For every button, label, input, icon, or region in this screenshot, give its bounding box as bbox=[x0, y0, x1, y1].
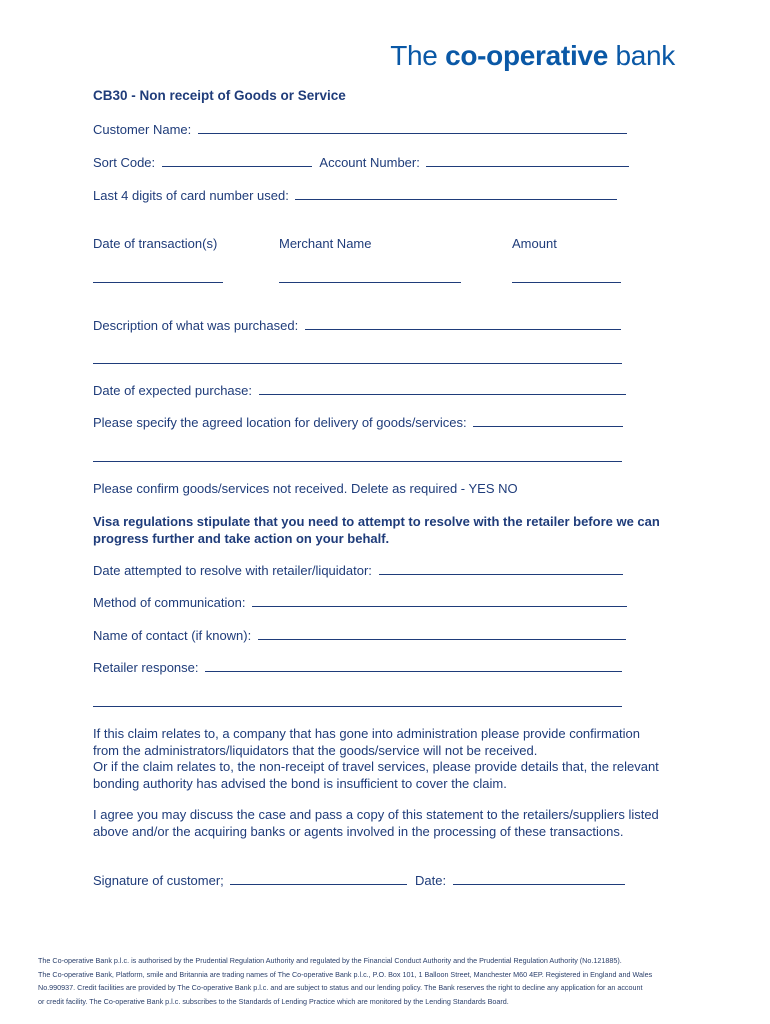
expected-date-row bbox=[93, 383, 626, 398]
brand-prefix: The bbox=[390, 40, 438, 71]
agreement-line: above and/or the acquiring banks or agents involved in the processing of these transactions. bbox=[93, 823, 624, 839]
sort-code-row bbox=[93, 155, 629, 170]
account-number-field[interactable] bbox=[426, 165, 629, 167]
signature-field[interactable] bbox=[230, 883, 407, 885]
card-digits-row bbox=[93, 188, 617, 203]
transaction-date-field[interactable] bbox=[93, 282, 223, 283]
form-title: CB30 - Non receipt of Goods or Service bbox=[93, 88, 346, 103]
brand-name: co-operative bbox=[445, 40, 608, 71]
footer-line: The Co-operative Bank p.l.c. is authorised by the Prudential Regulation Authority and regulated by the Financial Conduct Authority and the Prudential Regulation Authority (No.121885). bbox=[38, 956, 622, 965]
administration-notice-line: Or if the claim relates to, the non-receipt of travel services, please provide details that, the relevant bbox=[93, 759, 659, 774]
signature-date-field[interactable] bbox=[453, 883, 625, 885]
agreement-line: I agree you may discuss the case and pass a copy of this statement to the retailers/suppliers listed bbox=[93, 807, 659, 822]
sort-code-field[interactable] bbox=[162, 165, 312, 167]
amount-field[interactable] bbox=[512, 282, 621, 283]
method-label: Method of communication: bbox=[93, 595, 246, 610]
retailer-response-field[interactable] bbox=[205, 670, 622, 672]
date-attempted-label: Date attempted to resolve with retailer/liquidator: bbox=[93, 563, 372, 578]
sort-code-label: Sort Code: bbox=[93, 155, 156, 170]
method-row bbox=[93, 595, 627, 610]
brand-suffix: bank bbox=[615, 40, 675, 71]
delivery-location-row bbox=[93, 415, 623, 430]
footer-line: No.990937. Credit facilities are provided by The Co-operative Bank p.l.c. and are subject to status and our lending policy. The Bank reserves the right to decline any application for an account bbox=[38, 983, 643, 993]
signature-row bbox=[93, 873, 625, 888]
date-attempted-field[interactable] bbox=[379, 573, 623, 575]
administration-notice bbox=[93, 726, 693, 792]
date-attempted-row bbox=[93, 563, 623, 578]
merchant-name-header: Merchant Name bbox=[279, 236, 372, 251]
brand-logo bbox=[390, 40, 675, 72]
retailer-response-label: Retailer response: bbox=[93, 660, 199, 675]
signature-label: Signature of customer; bbox=[93, 873, 224, 888]
delivery-location-field[interactable] bbox=[473, 425, 623, 427]
expected-date-field[interactable] bbox=[259, 393, 626, 395]
footer-line: The Co-operative Bank, Platform, smile and Britannia are trading names of The Co-operative Bank p.l.c., P.O. Box 101, 1 Balloon Street, Manchester M60 4EP. Registered in England and Wales bbox=[38, 969, 653, 979]
date-of-transaction-header: Date of transaction(s) bbox=[93, 236, 218, 251]
contact-field[interactable] bbox=[258, 638, 626, 640]
administration-notice-line: from the administrators/liquidators that the goods/service will not be received. bbox=[93, 742, 538, 758]
description-row bbox=[93, 318, 621, 333]
customer-name-field[interactable] bbox=[198, 132, 627, 134]
administration-notice-line: If this claim relates to, a company that has gone into administration please provide confirmation bbox=[93, 726, 641, 741]
customer-name-label: Customer Name: bbox=[93, 122, 192, 137]
merchant-name-field[interactable] bbox=[279, 282, 461, 283]
delivery-location-field-line-2[interactable] bbox=[93, 461, 622, 462]
delivery-location-label: Please specify the agreed location for delivery of goods/services: bbox=[93, 415, 467, 430]
visa-notice: Visa regulations stipulate that you need to attempt to resolve with the retailer before we can progress further and take action on your behalf. bbox=[93, 514, 660, 546]
retailer-response-field-line-2[interactable] bbox=[93, 706, 622, 707]
customer-name-row bbox=[93, 122, 627, 137]
date-label: Date: bbox=[415, 873, 447, 888]
footer-line: or credit facility. The Co-operative Bank p.l.c. subscribes to the Standards of Lending Practice which are monitored by the Lending Standards Board. bbox=[38, 996, 509, 1006]
description-field[interactable] bbox=[305, 328, 621, 330]
legal-footer bbox=[38, 954, 738, 1008]
agreement-statement bbox=[93, 807, 693, 840]
card-digits-label: Last 4 digits of card number used: bbox=[93, 188, 289, 203]
retailer-response-row bbox=[93, 660, 622, 675]
method-field[interactable] bbox=[252, 605, 627, 607]
account-number-label: Account Number: bbox=[319, 155, 420, 170]
description-label: Description of what was purchased: bbox=[93, 318, 299, 333]
amount-header: Amount bbox=[512, 236, 557, 251]
confirm-not-received: Please confirm goods/services not received. Delete as required - YES NO bbox=[93, 481, 518, 496]
expected-date-label: Date of expected purchase: bbox=[93, 383, 252, 398]
contact-row bbox=[93, 628, 626, 643]
description-field-line-2[interactable] bbox=[93, 363, 622, 364]
card-digits-field[interactable] bbox=[295, 198, 617, 200]
contact-label: Name of contact (if known): bbox=[93, 628, 252, 643]
administration-notice-line: bonding authority has advised the bond is insufficient to cover the claim. bbox=[93, 775, 507, 791]
